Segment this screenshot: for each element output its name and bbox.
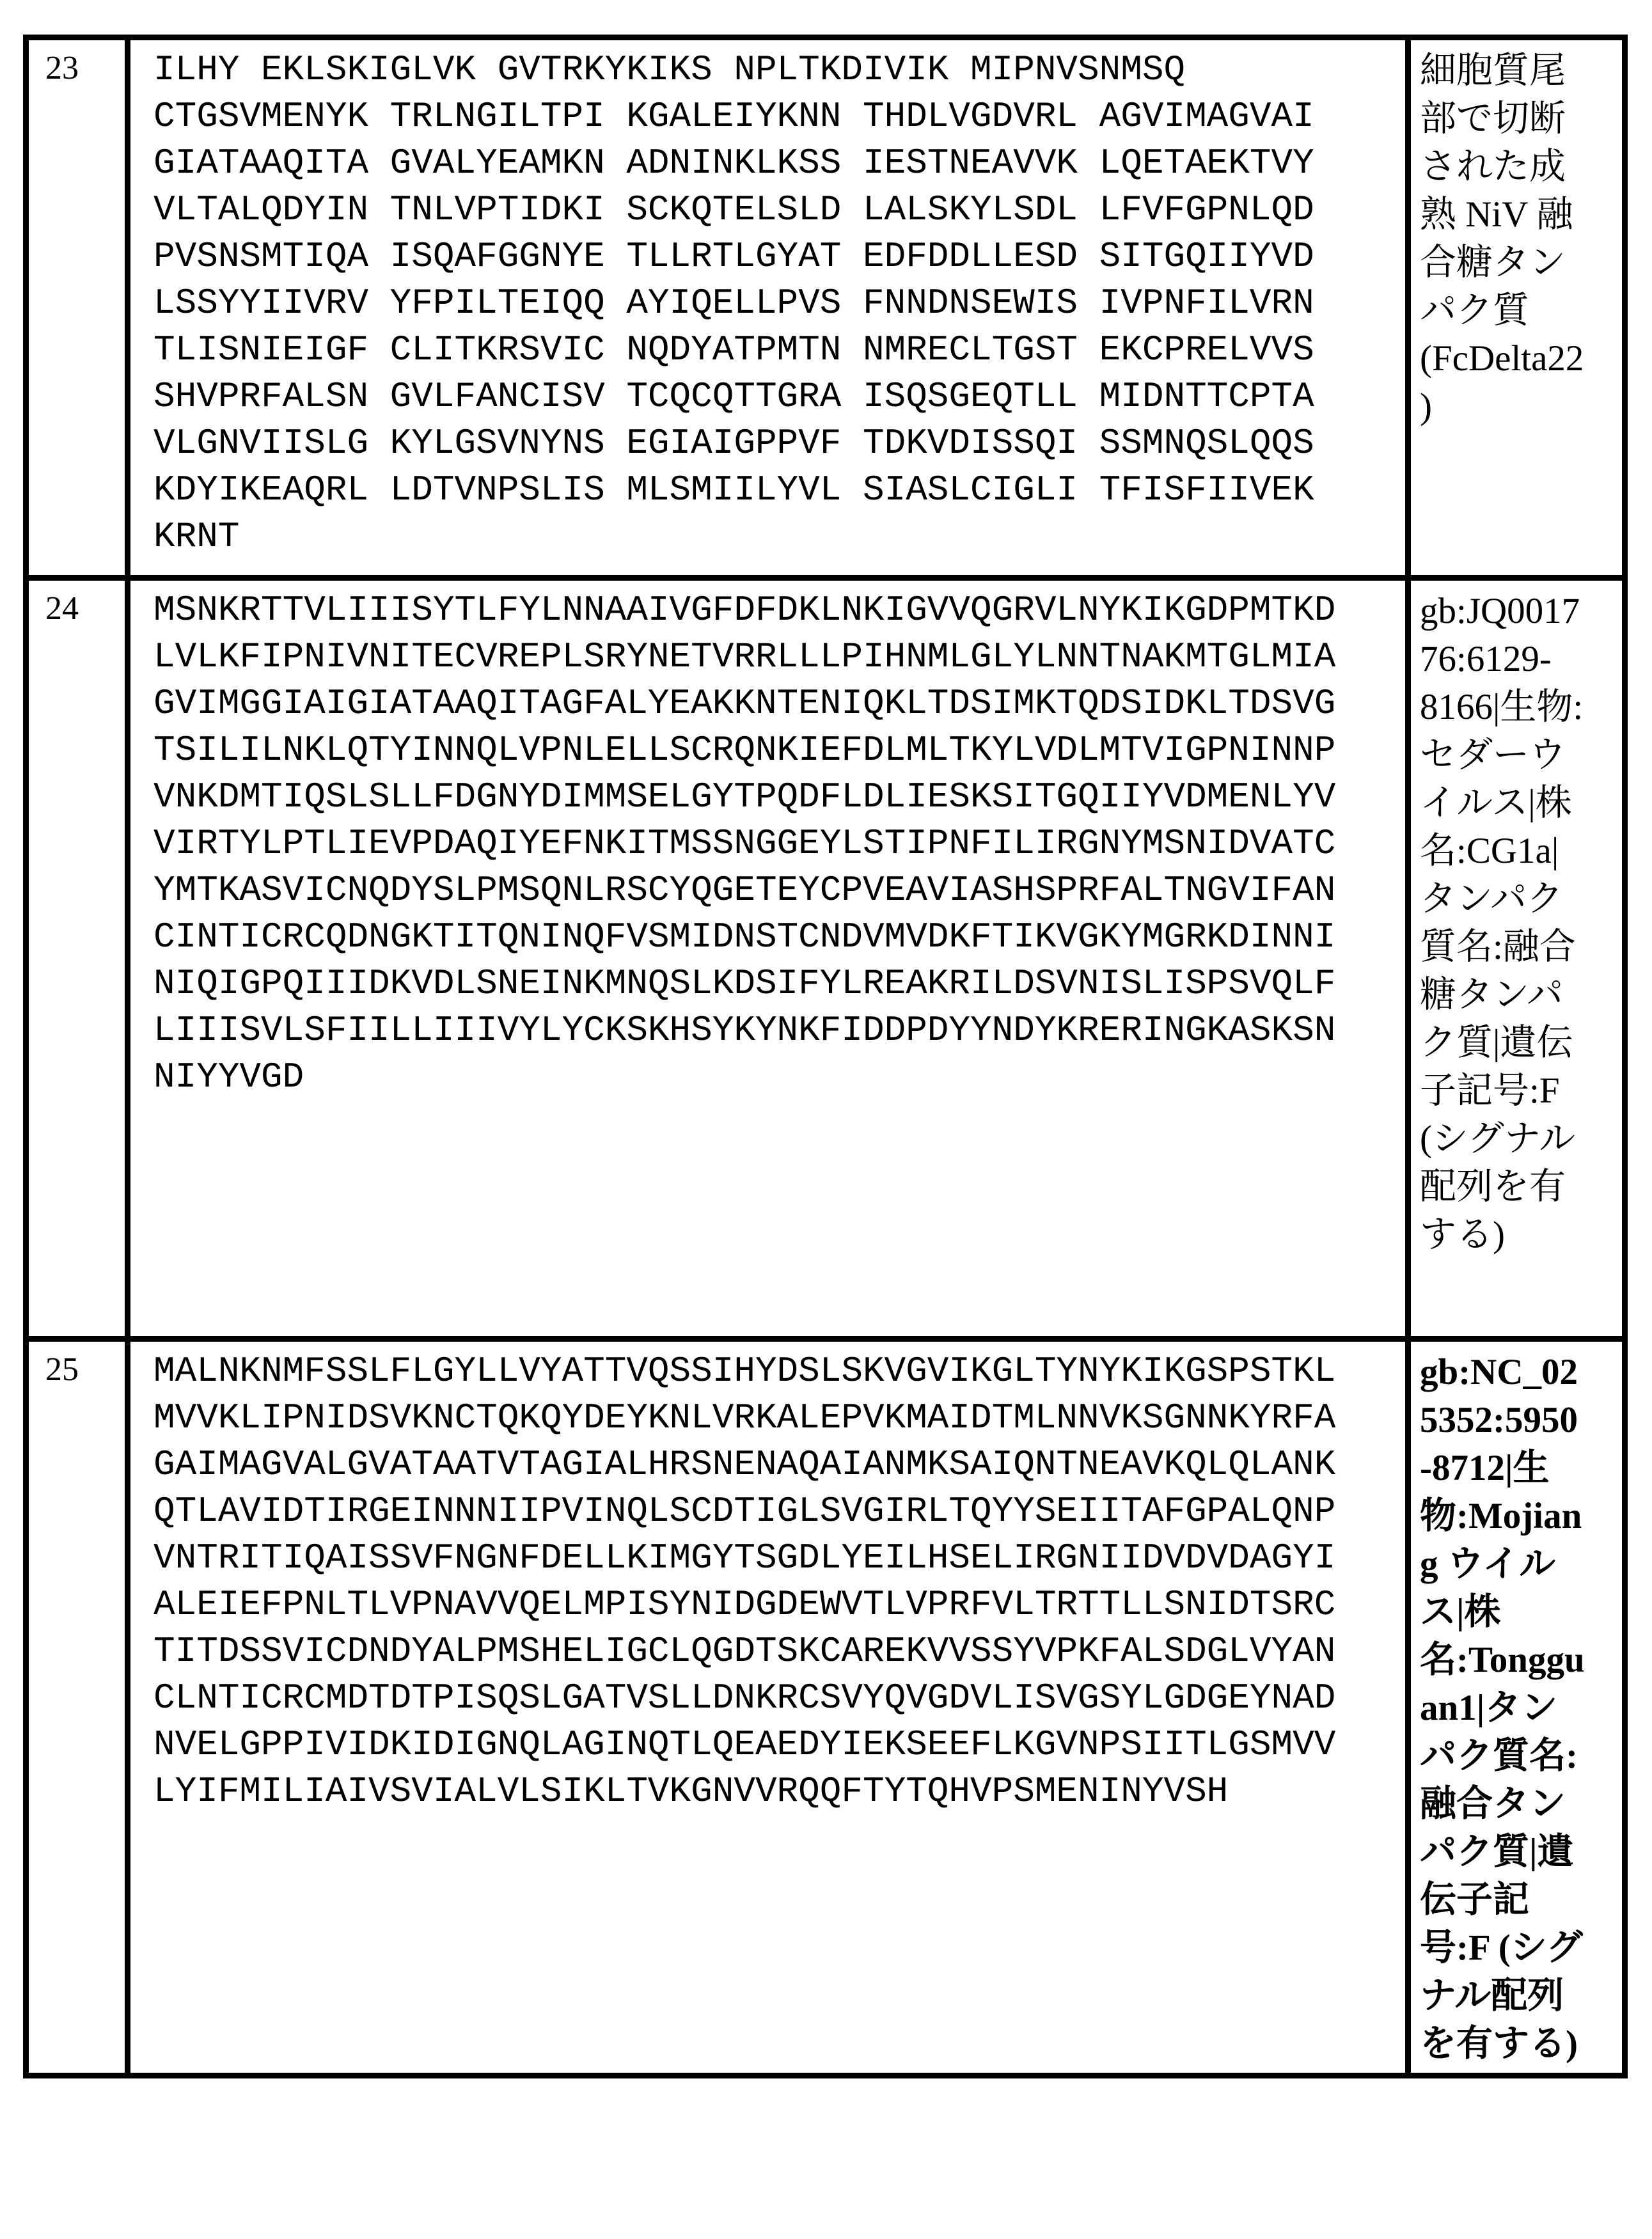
sequence-line: MVVKLIPNIDSVKNCTQKQYDEYKNLVRKALEPVKMAIDTMLNNVKSGNNKYRFA — [153, 1397, 1336, 1438]
sequence-cell — [128, 578, 1408, 1339]
sequence-line: YMTKASVICNQDYSLPMSQNLRSCYQGETEYCPVEAVIASHSPRFALTNGVIFAN — [153, 870, 1336, 911]
sequence-cell — [128, 1339, 1408, 2076]
sequence-line: CTGSVMENYK TRLNGILTPI KGALEIYKNN THDLVGDVRL AGVIMAGVAI — [153, 96, 1314, 137]
sequence-line: GVIMGGIAIGIATAAQITAGFALYEAKKNTENIQKLTDSIMKTQDSIDKLTDSVG — [153, 683, 1336, 724]
annotation-line: 8166|生物: — [1420, 687, 1584, 727]
annotation-line: 配列を有 — [1420, 1167, 1566, 1207]
annotation-line: -8712|生 — [1420, 1448, 1550, 1488]
annotation-line: ナル配列 — [1420, 1976, 1564, 2016]
sequence-line: GIATAAQITA GVALYEAMKN ADNINKLKSS IESTNEAVVK LQETAEKTVY — [153, 143, 1314, 184]
sequence-number: 24 — [45, 590, 79, 627]
sequence-line: VIRTYLPTLIEVPDAQIYEFNKITMSSNGGEYLSTIPNFILIRGNYMSNIDVATC — [153, 823, 1336, 864]
sequence-line: VNKDMTIQSLSLLFDGNYDIMMSELGYTPQDFLDLIESKSITGQIIYVDMENLYV — [153, 776, 1336, 817]
sequence-line: LYIFMILIAIVSVIALVLSIKLTVKGNVVRQQFTYTQHVPSMENINYVSH — [153, 1771, 1229, 1812]
annotation-line: ) — [1420, 386, 1432, 427]
annotation-line: 部で切断 — [1420, 98, 1566, 139]
sequence-line: LIIISVLSFIILLIIIVYLYCKSKHSYKYNKFIDDPDYYNDYKRERINGKASKSN — [153, 1010, 1336, 1051]
sequence-block — [130, 581, 1405, 1101]
sequence-table-body — [26, 38, 1625, 2076]
annotation-line: 名:Tonggu — [1420, 1640, 1585, 1680]
annotation-line: を有する) — [1420, 2023, 1578, 2064]
annotation-line: 細胞質尾 — [1420, 51, 1566, 91]
annotation-line: イルス|株 — [1420, 783, 1572, 823]
annotation-line: 名:CG1a| — [1420, 831, 1559, 871]
annotation-line: 熟 NiV 融 — [1420, 194, 1573, 235]
sequence-line: LSSYYIIVRV YFPILTEIQQ AYIQELLPVS FNNDNSEWIS IVPNFILVRN — [153, 283, 1314, 324]
annotation-block — [1411, 1342, 1622, 2068]
table-row — [26, 578, 1625, 1339]
sequence-cell — [128, 38, 1408, 578]
annotation-line: ス|株 — [1420, 1592, 1501, 1632]
sequence-line: MALNKNMFSSLFLGYLLVYATTVQSSIHYDSLSKVGVIKGLTYNYKIKGSPSTKL — [153, 1351, 1336, 1392]
sequence-table — [23, 35, 1628, 2078]
sequence-line: VNTRITIQAISSVFNGNFDELLKIMGYTSGDLYEILHSELIRGNIIDVDVDAGYI — [153, 1537, 1336, 1578]
sequence-line: NVELGPPIVIDKIDIGNQLAGINQTLQEAEDYIEKSEEFLKGVNPSIITLGSMVV — [153, 1724, 1336, 1765]
sequence-number: 25 — [45, 1351, 79, 1388]
annotation-line: された成 — [1420, 146, 1566, 187]
sequence-line: VLGNVIISLG KYLGSVNYNS EGIAIGPPVF TDKVDISSQI SSMNQSLQQS — [153, 423, 1314, 464]
annotation-block — [1411, 40, 1622, 430]
annotation-cell — [1408, 1339, 1625, 2076]
sequence-line: NIYYVGD — [153, 1057, 304, 1097]
sequence-line: ILHY EKLSKIGLVK GVTRKYKIKS NPLTKDIVIK MIPNVSNMSQ — [153, 49, 1186, 90]
sequence-line: TSILILNKLQTYINNQLVPNLELLSCRQNKIEFDLMLTKYLVDLMTVIGPNINNP — [153, 730, 1336, 771]
sequence-line: LVLKFIPNIVNITECVREPLSRYNETVRRLLLPIHNMLGLYLNNTNAKMTGLMIA — [153, 636, 1336, 677]
annotation-line: 物:Mojian — [1420, 1496, 1582, 1536]
sequence-block — [130, 40, 1405, 560]
sequence-id-cell — [26, 578, 128, 1339]
annotation-line: 合糖タン — [1420, 242, 1566, 283]
sequence-line: TITDSSVICDNDYALPMSHELIGCLQGDTSKCAREKVVSSYVPKFALSDGLVYAN — [153, 1631, 1336, 1672]
sequence-line: PVSNSMTIQA ISQAFGGNYE TLLRTLGYAT EDFDDLLESD SITGQIIYVD — [153, 236, 1314, 277]
annotation-line: g ウイル — [1420, 1544, 1556, 1584]
annotation-line: 質名:融合 — [1420, 927, 1576, 967]
sequence-line: CLNTICRCMDTDTPISQSLGATVSLLDNKRCSVYQVGDVLISVGSYLGDGEYNAD — [153, 1677, 1336, 1718]
annotation-line: 号:F (シグ — [1420, 1928, 1583, 1968]
sequence-line: QTLAVIDTIRGEINNNIIPVINQLSCDTIGLSVGIRLTQYYSEIITAFGPALQNP — [153, 1491, 1336, 1532]
annotation-line: gb:JQ0017 — [1420, 591, 1580, 631]
sequence-line: TLISNIEIGF CLITKRSVIC NQDYATPMTN NMRECLTGST EKCPRELVVS — [153, 329, 1314, 370]
sequence-line: SHVPRFALSN GVLFANCISV TCQCQTTGRA ISQSGEQTLL MIDNTTCPTA — [153, 376, 1314, 417]
annotation-cell — [1408, 38, 1625, 578]
sequence-line: CINTICRCQDNGKTITQNINQFVSMIDNSTCNDVMVDKFTIKVGKYMGRKDINNI — [153, 916, 1336, 957]
table-row — [26, 1339, 1625, 2076]
annotation-line: 融合タン — [1420, 1784, 1566, 1824]
annotation-line: パク質 — [1420, 290, 1529, 331]
annotation-cell — [1408, 578, 1625, 1339]
annotation-line: 5352:5950 — [1420, 1400, 1578, 1440]
sequence-id-cell — [26, 1339, 128, 2076]
sequence-number: 23 — [45, 50, 79, 86]
sequence-line: MSNKRTTVLIIISYTLFYLNNAAIVGFDFDKLNKIGVVQGRVLNYKIKGDPMTKD — [153, 590, 1336, 631]
sequence-line: GAIMAGVALGVATAATVTAGIALHRSNENAQAIANMKSAIQNTNEAVKQLQLANK — [153, 1444, 1336, 1485]
sequence-line: KRNT — [153, 516, 240, 557]
annotation-line: セダーウ — [1420, 735, 1566, 775]
sequence-line: ALEIEFPNLTLVPNAVVQELMPISYNIDGDEWVTLVPRFVLTRTTLLSNIDTSRC — [153, 1584, 1336, 1625]
annotation-line: パク質名: — [1420, 1736, 1578, 1776]
sequence-block — [130, 1342, 1405, 1815]
annotation-line: (FcDelta22 — [1420, 338, 1584, 379]
table-row — [26, 38, 1625, 578]
annotation-line: 子記号:F — [1420, 1071, 1560, 1111]
annotation-line: ク質|遺伝 — [1420, 1023, 1573, 1063]
annotation-line: 伝子記 — [1420, 1880, 1529, 1920]
annotation-line: タンパク — [1420, 879, 1564, 919]
annotation-line: an1|タン — [1420, 1688, 1558, 1728]
sequence-line: VLTALQDYIN TNLVPTIDKI SCKQTELSLD LALSKYLSDL LFVFGPNLQD — [153, 189, 1314, 230]
annotation-line: パク質|遺 — [1420, 1832, 1574, 1872]
annotation-block — [1411, 581, 1622, 1259]
sequence-line: NIQIGPQIIIDKVDLSNEINKMNQSLKDSIFYLREAKRILDSVNISLISPSVQLF — [153, 963, 1336, 1004]
annotation-line: 76:6129- — [1420, 639, 1552, 679]
annotation-line: (シグナル — [1420, 1119, 1575, 1159]
annotation-line: gb:NC_02 — [1420, 1352, 1578, 1392]
sequence-line: KDYIKEAQRL LDTVNPSLIS MLSMIILYVL SIASLCIGLI TFISFIIVEK — [153, 469, 1314, 510]
annotation-line: する) — [1420, 1214, 1505, 1255]
sequence-id-cell — [26, 38, 128, 578]
annotation-line: 糖タンパ — [1420, 975, 1564, 1015]
